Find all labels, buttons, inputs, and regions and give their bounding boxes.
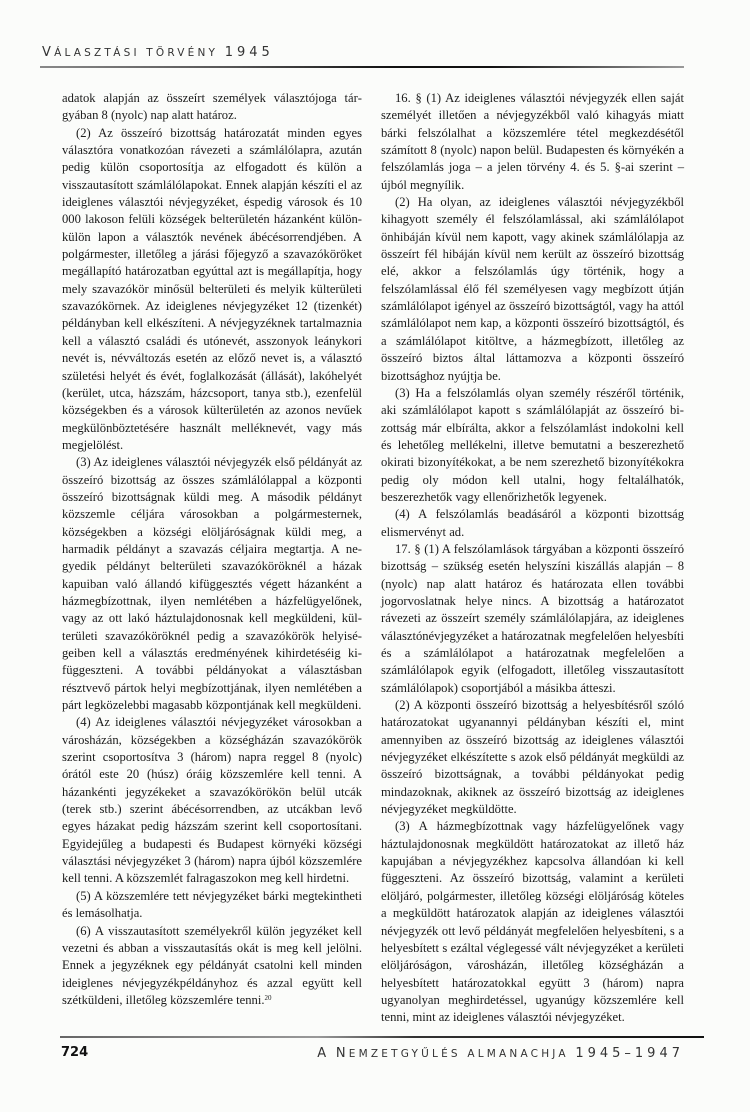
paragraph: (2) Ha olyan, az ideiglenes választói névjegyzékből kihagyott személy él felszólamlással, aki számlálólapot önhibáján kívül nem kapott, vagy akinek számlálólapja az összeírt fél hibáján kívül nem került az összeíró bizottság elé, akkor a felszólamlás úgy történik, hogy a felszólamlással élő fél személyesen vagy megbízott útján számlálólapot igényel az összeíró bizottságtól, vagy ha attól számlálólapot nem kap, a központi összeíró bizottságtól, és a számlálólapot kitöltve, a házmegbízott, illetőleg az összeíró biztos által láttamozva a központi összeíró bizottsághoz nyújtja be.: [381, 195, 684, 383]
running-foot-title: EMZETGYŰLÉS ALMANACHJA: [348, 1048, 569, 1060]
paragraph: adatok alapján az összeírt személyek választójoga tárgyában 8 (nyolc) nap alatt határoz.: [62, 91, 362, 123]
paragraph: (4) A felszólamlás beadásáról a központi bizottság elismervényt ad.: [381, 507, 684, 539]
paragraph: (3) A házmegbízottnak vagy házfelügyelőnek vagy háztulajdonosnak megküldött határozatokat az illető ház kapujában a névjegyzékhez kapcsolva állandóan ki kell függeszteni. Az összeíró bizottság, valamint a kerületi elöljáró, polgármester, illetőleg községi elöljáróság köteles a megküldött határozatok alapján az ideiglenes választói névjegyzék ott levő példányát megfelelően helyesbíteni, s a helyesbített s ezáltal véglegessé vált névjegyzéket a kerületi elöljáróságon, városházán, illetőleg községházán a helyesbített határozatokkal együtt 3 (három) napra ugyanolyan meghirdetéssel, ugyanúgy közszemlére kell tenni, mint az ideiglenes választói névjegyzéket.: [381, 819, 684, 1025]
page-number: 724: [61, 1045, 89, 1060]
paragraph: (2) Az összeíró bizottság határozatát minden egyes választóra vonatkozóan rávezeti a számlálólapra, azután pedig külön csoportosítja az elfogadott és külön a visszautasított számlálólapokat. Ennek alapján készíti el az ideiglenes választói névjegyzéket, éspedig városok és 10 000 lakoson felüli községek belterületén házanként külön-külön lapon a választók nevének ábécésorrendjében. A polgármester, illetőleg a járási főjegyző a szavazóköröket megállapító határozatban egyúttal azt is megállapítja, hogy mely szavazókör minősül belterületi és melyik külterületi szavazókörnek. Az ideiglenes névjegyzéket 12 (tizenkét) példányban kell elkészíteni. A névjegyzéknek tartalmaznia kell a választó családi és utónevét, asszonyok leánykori nevét is, névváltozás esetén az előző nevet is, a választó születési helyét és évét, foglalkozását (állását), lakóhelyét (kerület, utca, házszám, házcsoport, tanya stb.), ezenfelül községekben és a városok külterületén az azonos nevűek megkülönböztetésére használt melléknevét, vagy más megjelölést.: [62, 125, 362, 452]
right-column: [381, 90, 684, 1027]
paragraph: (2) A központi összeíró bizottság a helyesbítésről szóló határozatokat ugyanannyi példányban készíti el, mint amennyiben az összeíró bizottság az ideiglenes választói névjegyzéket elkészítette s azok első példányát megküldi az összeíró bizottságnak, a további példányokat pedig mindazoknak, akiknek az összeíró bizottság az ideiglenes névjegyzéket megküldötte.: [381, 698, 684, 817]
paragraph: (3) Ha a felszólamlás olyan személy részéről történik, aki számlálólapot kapott s számlálólapját az összeíró bizottság már elbírálta, akkor a felszólamlást indokolni kell és lehetőleg mellékelni, illetve bemutatni a beszerezhető okirati bizonyítékokat, a be nem szerezhető bizonyítékokra pedig oly módon kell utalni, hogy feltalálhatók, beszerezhetők vagy ellenőrizhetők legyenek.: [381, 385, 684, 504]
footnote-ref[interactable]: 20: [264, 993, 272, 1002]
running-foot-initial: N: [335, 1046, 349, 1061]
paragraph-text: (6) A visszautasított személyekről külön jegyzéket kell vezetni és abban a visszautasítás okát is meg kell jelölni. Ennek a jegyzéknek egy példányát csatolni kell minden ideiglenes névjegyzékpéldányhoz és azzal együtt kell szétküldeni, illetőleg közszemlére tenni.: [62, 923, 362, 1007]
left-column: [62, 90, 362, 1009]
section-16-paragraph-1: 16. § (1) Az ideiglenes választói névjegyzék ellen saját személyét illetően a névjegyzékből való kihagyás miatt bárki felszólalhat a közszemlére tétel megkezdésétől számított 8 (nyolc) napon belül. Budapesten és környékén a felszólamlás joga – a jelen törvény 4. és 5. §-ai szerint – újból megnyílik.: [381, 91, 684, 192]
paragraph: (4) Az ideiglenes választói névjegyzéket városokban a városházán, községekben a községházán szavazókörök szerint csoportosítva 3 (három) napra reggel 8 (nyolc) órától este 20 (húsz) óráig közszemlére kell tenni. A házankénti jegyzékeket a szavazókörökön belül utcák (terek stb.) szerint ábécésorrendben, az utcákban levő egyes házakat pedig házszám szerint kell csoportosítani. Egyidejűleg a budapesti és Budapest környéki községi választási névjegyzéket 3 (három) napra újból közszemlére kell tenni. A közszemlét falragaszokon meg kell hirdetni.: [62, 715, 362, 886]
running-head-title: ÁLASZTÁSI TÖRVÉNY: [54, 47, 219, 59]
footer-rule: [60, 1036, 704, 1038]
running-foot: [317, 1046, 684, 1061]
header-rule: [40, 66, 684, 68]
running-head: [42, 45, 274, 60]
paragraph: (3) Az ideiglenes választói névjegyzék első példányát az összeíró bizottság az összes számlálólappal a központi összeíró bizottságnak küldi meg. A második példányt közszemle céljára városokban a polgármesternek, községekben a községi elöljáróságnak küldi meg, a harmadik példányt a szavazás céljaira megtartja. A negyedik példányt belterületi szavazóköröknél a házak kapuiban való állandó kifüggesztés végett házanként a házmegbízottnak, ilyen nemlétében a házfelügyelőnek, vagy az ott lakó háztulajdonosnak kell megküldeni, külterületi szavazóköröknél pedig a szavazókörök helyiségeiben kell a választás eredményének kihirdetéséig kifüggeszteni. A további példányokat a választásban résztvevő pártok helyi megbízottjának, ilyen nemlétében a párt legközelebbi magasabb központjának kell megküldeni.: [62, 455, 362, 713]
running-head-year: 1945: [224, 45, 274, 60]
paragraph: (5) A közszemlére tett névjegyzéket bárki megtekintheti és lemásolhatja.: [62, 888, 362, 921]
running-foot-years: 1945–1947: [575, 1046, 684, 1061]
running-head-initial: V: [42, 45, 55, 60]
paragraph-with-footnote: [62, 923, 362, 1010]
running-foot-article: A: [317, 1046, 330, 1061]
section-17-paragraph-1: 17. § (1) A felszólamlások tárgyában a központi összeíró bizottság – szükség esetén helyszíni kiszállás alapján – 8 (nyolc) nap alatt határoz és határozata ellen további jogorvoslatnak helye nincs. A bizottság a határozatot rávezeti az összeírt személy számlálólapjára, az ideiglenes választónévjegyzéket a határozatnak megfelelően helyesbíti és a számlálólapot a határozatnak megfelelően a számlálólapok egyik (elfogadott, illetőleg visszautasított számlálólapok) csoportjából a másikba átteszi.: [381, 541, 684, 695]
